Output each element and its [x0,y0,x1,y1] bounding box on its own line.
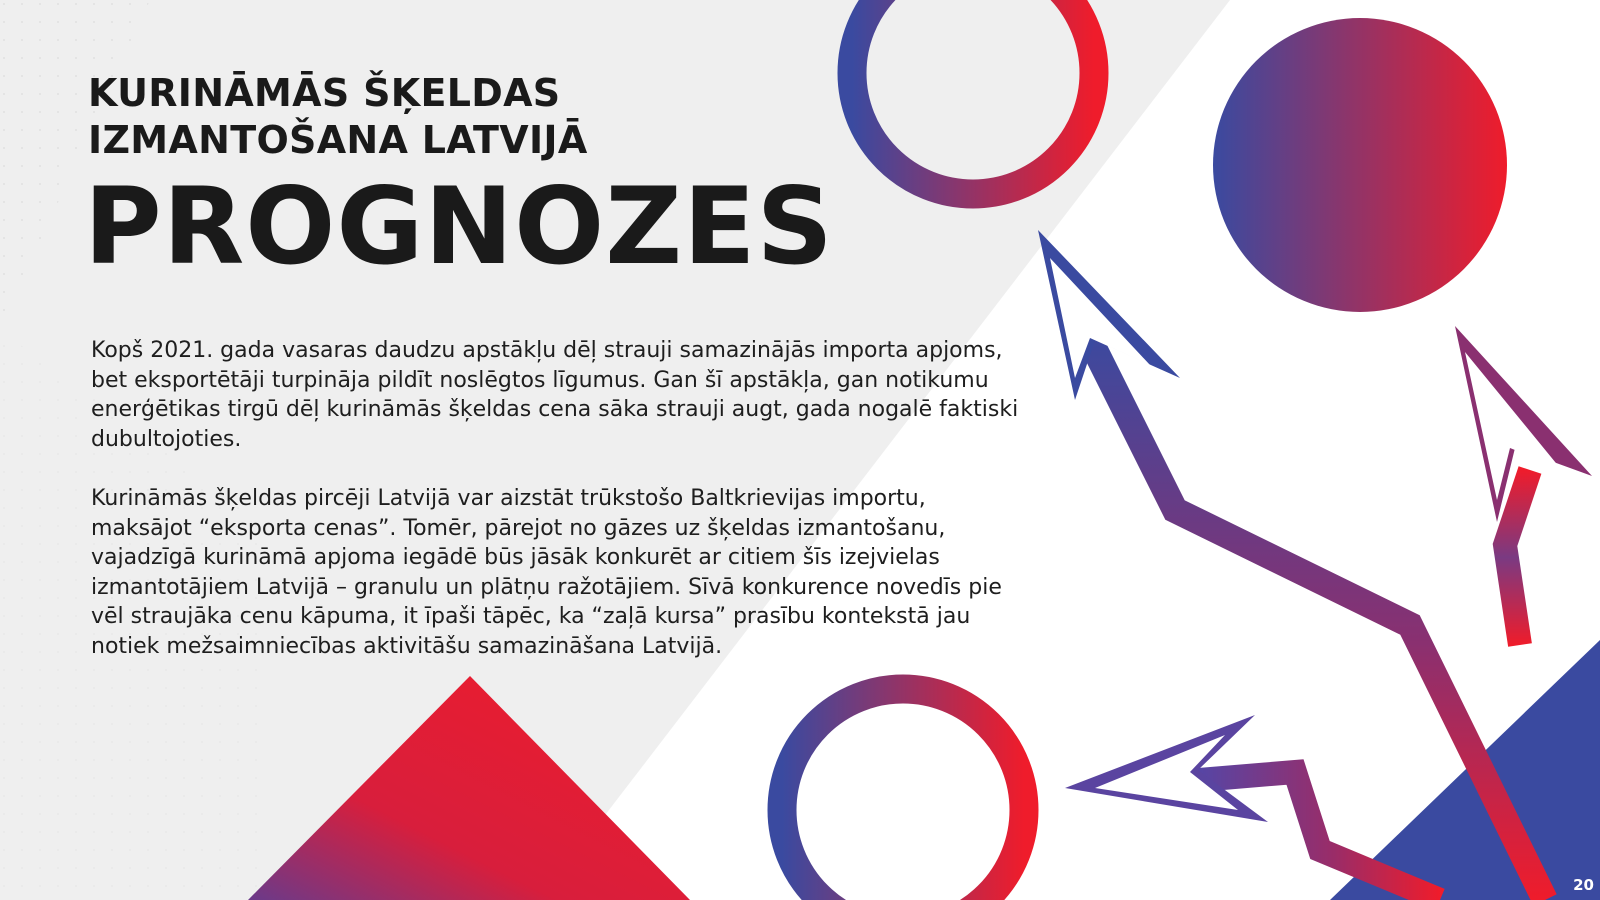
page-title: PROGNOZES [84,165,834,288]
right-arrow-shaft [1505,470,1530,645]
paragraph-2: Kurināmās šķeldas pircēji Latvijā var aizstāt trūkstošo Baltkrievijas importu, maksājot “eksporta cenas”. Tomēr, pārejot no gāzes uz šķeldas izmantošanu, vajadzīgā kurināmā apjoma iegādē būs jāsāk konkurēt ar citiem šīs izejvielas izmantotājiem Latvijā – granulu un plātņu ražotājiem. Sīvā konkurence novedīs pie vēl straujāka cenu kāpuma, it īpaši tāpēc, ka “zaļā kursa” prasību kontekstā jau notiek mežsaimniecības aktivitāšu samazināšana Latvijā. [91,486,1002,659]
solid-circle [1213,18,1507,312]
subtitle-line-1: KURINĀMĀS ŠĶELDAS [88,71,561,115]
bottom-ring [782,689,1024,900]
subtitle-line-2: IZMANTOŠANA LATVIJĀ [88,118,588,162]
body-text [91,336,1031,691]
title-block [84,70,834,288]
page-number: 20 [1573,876,1594,894]
paragraph-1: Kopš 2021. gada vasaras daudzu apstākļu dēļ strauji samazinājās importa apjoms, bet eksportētāji turpināja pildīt noslēgtos līgumus. Gan šī apstākļa, gan notikumu enerģētikas tirgū dēļ kurināmās šķeldas cena sāka strauji augt, gada nogalē faktiski dubultojoties. [91,338,1019,452]
